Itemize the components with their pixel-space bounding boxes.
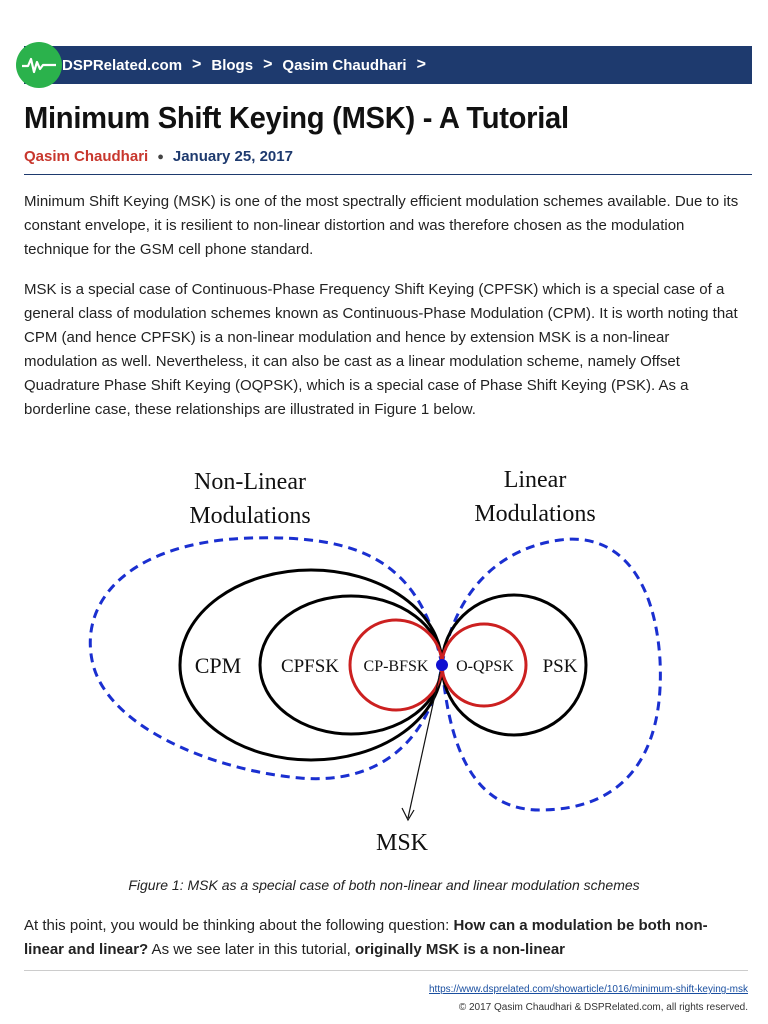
- breadcrumb: [62, 56, 436, 74]
- paragraph-question-text-2: As we see later in this tutorial,: [148, 941, 355, 958]
- figure-1-diagram: [80, 455, 690, 865]
- figure-caption: Figure 1: MSK as a special case of both non-linear and linear modulation schemes: [128, 877, 640, 893]
- footer-divider: [24, 970, 748, 971]
- right-heading-line2: Modulations: [474, 501, 596, 527]
- oqpsk-label: O-QPSK: [456, 658, 514, 675]
- msk-label: MSK: [375, 830, 429, 856]
- paragraph-question: [24, 914, 740, 962]
- publish-date: January 25, 2017: [172, 148, 293, 165]
- article-title: Minimum Shift Keying (MSK) - A Tutorial: [24, 100, 569, 135]
- dsprelated-logo[interactable]: [16, 42, 62, 88]
- right-heading-line1: Linear: [503, 467, 567, 493]
- paragraph-msk-cpfsk: MSK is a special case of Continuous-Phase Frequency Shift Keying (CPFSK) which is a special case of a general class of modulation schemes known as Continuous-Phase Modulation (CPM). It is worth noting that CPM (and hence CPFSK) is a non-linear modulation and hence by extension MSK is a non-linear modulation as well. Nevertheless, it can also be cast as a linear modulation scheme, namely Offset Quadrature Phase Shift Keying (OQPSK), which is a special case of Phase Shift Keying (PSK). As a borderline case, these relationships are illustrated in Figure 1 below.: [24, 281, 738, 418]
- paragraph-question-bold-2: originally MSK is a non-linear: [354, 941, 566, 958]
- byline-dot: ●: [157, 150, 164, 163]
- top-navbar: [24, 46, 752, 84]
- waveform-icon: [21, 55, 57, 75]
- footer-copyright: © 2017 Qasim Chaudhari & DSPRelated.com, all rights reserved.: [458, 1002, 748, 1013]
- breadcrumb-separator: >: [416, 56, 426, 73]
- breadcrumb-separator: >: [263, 56, 273, 73]
- psk-label: PSK: [542, 656, 578, 677]
- msk-arrowhead: [402, 808, 414, 820]
- paragraph-intro: Minimum Shift Keying (MSK) is one of the most spectrally efficient modulation schemes available. Due to its constant envelope, it is resilient to non-linear distortion and was therefore chosen as the modulation technique for the GSM cell phone standard.: [24, 193, 739, 258]
- footer-source-link[interactable]: https://www.dsprelated.com/showarticle/1016/minimum-shift-keying-msk: [429, 984, 748, 995]
- left-heading-line1: Non-Linear: [194, 469, 306, 495]
- byline: [24, 148, 293, 165]
- paragraph-question-bold-1: How can a modulation be both non-linear and linear?: [24, 917, 708, 958]
- breadcrumb-separator: >: [192, 56, 202, 73]
- msk-point: [436, 659, 448, 671]
- left-heading-line2: Modulations: [189, 503, 311, 529]
- cpfsk-label: CPFSK: [280, 656, 340, 677]
- paragraph-question-text-1: At this point, you would be thinking about the following question:: [24, 917, 454, 934]
- title-divider: [24, 174, 752, 175]
- cpm-label: CPM: [194, 653, 242, 678]
- breadcrumb-blogs-link[interactable]: Blogs: [211, 56, 254, 74]
- cpbfsk-label: CP-BFSK: [363, 658, 429, 675]
- msk-pointer-line: [408, 672, 440, 818]
- breadcrumb-home-link[interactable]: DSPRelated.com: [62, 56, 183, 74]
- author-link[interactable]: Qasim Chaudhari: [24, 148, 149, 165]
- breadcrumb-author-link[interactable]: Qasim Chaudhari: [282, 56, 407, 74]
